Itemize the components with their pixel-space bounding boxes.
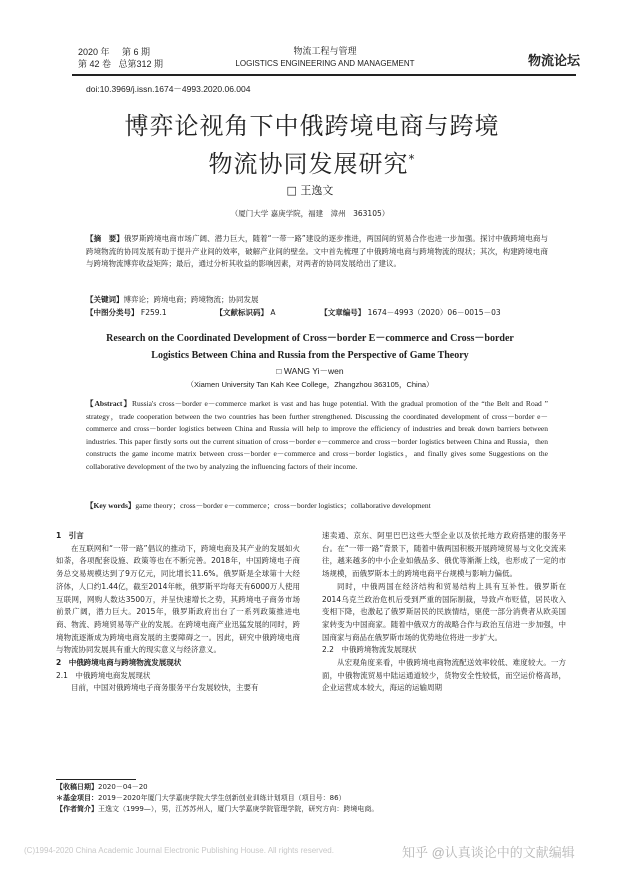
copyright-watermark: (C)1994-2020 China Academic Journal Electronic Publishing House. All rights reserved.	[24, 846, 334, 855]
issue-info	[78, 46, 198, 70]
meta-cn	[86, 307, 556, 320]
journal-name	[200, 46, 450, 70]
keywords-en-text: game theory；cross－border e－commerce；cross－border logistics；collaborative development	[135, 501, 431, 510]
doc-value: A	[270, 308, 276, 317]
body-right-column	[322, 530, 566, 695]
journal-name-cn: 物流工程与管理	[293, 47, 357, 57]
total-issue: 总第312 期	[118, 59, 164, 69]
title-cn	[72, 110, 552, 181]
abstract-cn-label: 【摘 要】	[86, 234, 124, 243]
author-bio	[56, 804, 576, 815]
section-2-2-title: 2.2 中俄跨境物流发展现状	[322, 645, 417, 655]
body-left-column	[56, 530, 300, 695]
fund-label: ＊基金项目：	[56, 794, 98, 802]
abstract-en-label: 【Abstract】	[86, 399, 132, 408]
title-footnote-mark: *	[408, 152, 416, 166]
title-en-line2: Logistics Between China and Russia from the Perspective of Game Theory	[151, 350, 469, 361]
abstract-cn	[86, 233, 548, 271]
zhihu-watermark: 知乎 @认真谈论中的文献编辑	[402, 845, 575, 860]
right-paragraph-1: 速卖通、京东、阿里巴巴这些大型企业以及依托地方政府搭建的服务平台。在“一带一路”背景下，随着中俄两国积极开展跨境贸易与文化交流来往，越来越多的中小企业如俄品多、俄优等渐渐上线，也形成了一定的市场规模，而俄罗斯本土的跨境电商平台规模与影响力偏低。	[322, 531, 566, 579]
abstract-en	[86, 398, 548, 473]
title-cn-line2: 物流协同发展研究	[208, 150, 409, 178]
keywords-cn-label: 【关键词】	[86, 295, 124, 304]
author-cn: □ 王逸文	[286, 184, 334, 197]
author-en: □ WANG Yi－wen	[276, 366, 344, 376]
abstract-cn-text: 俄罗斯跨境电商市场广阔、潜力巨大，随着“一带一路”建设的逐步推进，两国间的贸易合作也进一步加强。探讨中俄跨境电商与跨境物流的协同发展有助于提升产业间的效率，破解产业间的壁垒。文中首先梳理了中俄跨境电商与跨境物流的现状；其次，构建跨境电商与跨境物流博弈收益矩阵；最后，通过分析其收益的影响因素，对两者的协同发展给出了建议。	[86, 234, 548, 269]
abstract-en-text: Russia's cross－border e－commerce market is vast and has huge potential. With the gradual promotion of the “the Belt and Road ” strategy，trade cooperation between the two countries has been further strengthened. Discussing the coordinated development of cross－border e－commerce and cross－border logistics between China and Russia will help to improve the efficiency of industries and break down barriers between industries. This paper firstly sorts out the current situation of cross－border e－commerce and cross－border logistics between China and Russia，then constructs the game income matrix between cross－border e－commerce and cross－border logistics，and finally gives some Suggestions on the collaborative development of the two by analyzing the influencing factors of their income.	[86, 399, 548, 471]
title-en	[72, 330, 548, 364]
bio-label: 【作者简介】	[56, 805, 98, 813]
section-1-paragraph: 在互联网和“一带一路”倡议的推动下，跨境电商及其产业的发展如火如荼，各项配套设施、政策等也在不断完善。2018年，中国跨境电子商务总交易规模达到了9万亿元，同比增长11.6%。俄罗斯是全球第十大经济体，人口约1.44亿，截至2014年帐，俄罗斯平均每天有6000万人使用互联网，网购人数达3500万，并呈快速增长之势，其跨境电子商务市场前景广阔，潜力巨大。2015年，俄罗斯政府出台了一系列政策推进电商、物流、跨境贸易等产业的发展。在跨境电商产业迅猛发展的同时，跨境物流逐渐成为跨境电商发展的主要障碍之一。因此，研究中俄跨境电商与物流协同发展具有重大的现实意义与经济意义。	[56, 543, 300, 655]
header-rule	[72, 74, 576, 76]
fund-info	[56, 793, 576, 804]
volume: 第 42 卷	[78, 59, 112, 69]
footnotes	[56, 782, 576, 815]
journal-name-en: LOGISTICS ENGINEERING AND MANAGEMENT	[235, 59, 415, 68]
received-date	[56, 782, 576, 793]
year: 2020 年	[78, 47, 110, 57]
bio-value: 王逸文（1999—），男，江苏苏州人，厦门大学嘉庚学院管理学院，研究方向：跨境电商。	[98, 805, 379, 813]
right-paragraph-3: 从宏观角度来看，中俄跨境电商物流配送效率较低、难度较大。一方面，中俄物流贸易中陆运通道较少，货物安全性较低，而空运价格高昂，企业运营成本较大，海运的运输周期	[322, 658, 566, 693]
art-label: 【文章编号】	[320, 308, 366, 317]
keywords-cn-text: 博弈论；跨境电商；跨境物流；协同发展	[123, 295, 259, 304]
affiliation-en: （Xiamen University Tan Kah Kee College，Zhangzhou 363105，China）	[186, 380, 434, 389]
received-value: 2020－04－20	[98, 783, 148, 791]
keywords-cn	[86, 294, 548, 307]
right-paragraph-2: 同时，中俄两国在经济结构和贸易结构上具有互补性。俄罗斯在2014乌克兰政治危机后受到严重的国际制裁，导致卢布贬值，居民收入变相下降，也激起了俄罗斯居民的民族情结，驱使一部分消费者从欧美国家转变为中国商家。随着中俄双方的战略合作与政治互信进一步加强，中国商家与商品在俄罗斯市场的优势地位将进一步扩大。	[322, 581, 566, 642]
art-value: 1674－4993（2020）06－0015－03	[367, 308, 501, 317]
section-1-title: 1 引言	[56, 531, 84, 540]
keywords-en	[86, 500, 548, 512]
title-cn-line1: 博弈论视角下中俄跨境电商与跨境	[124, 112, 500, 140]
clc-label: 【中图分类号】	[86, 308, 139, 317]
doc-label: 【文献标识码】	[215, 308, 268, 317]
clc-value: F259.1	[140, 308, 167, 317]
received-label: 【收稿日期】	[56, 783, 98, 791]
keywords-en-label: 【Key words】	[86, 501, 136, 510]
column-name: 物流论坛	[527, 54, 580, 69]
section-2-1-paragraph: 目前，中国对俄跨境电子商务服务平台发展较快，主要有	[71, 683, 259, 693]
footnote-rule	[56, 779, 136, 780]
doi: doi:10.3969/j.issn.1674－4993.2020.06.004	[86, 84, 251, 94]
title-en-line1: Research on the Coordinated Development of Cross－border E－commerce and Cross－border	[106, 333, 514, 344]
section-2-1-title: 2.1 中俄跨境电商发展现状	[56, 670, 151, 680]
section-2-title: 2 中俄跨境电商与跨境物流发展现状	[56, 658, 182, 668]
issue: 第 6 期	[122, 47, 151, 57]
fund-value: 2019－2020年厦门大学嘉庚学院大学生创新创业训练计划项目（项目号：86）	[98, 794, 346, 802]
affiliation-cn: （厦门大学 嘉庚学院，福建 漳州 363105）	[230, 209, 390, 218]
